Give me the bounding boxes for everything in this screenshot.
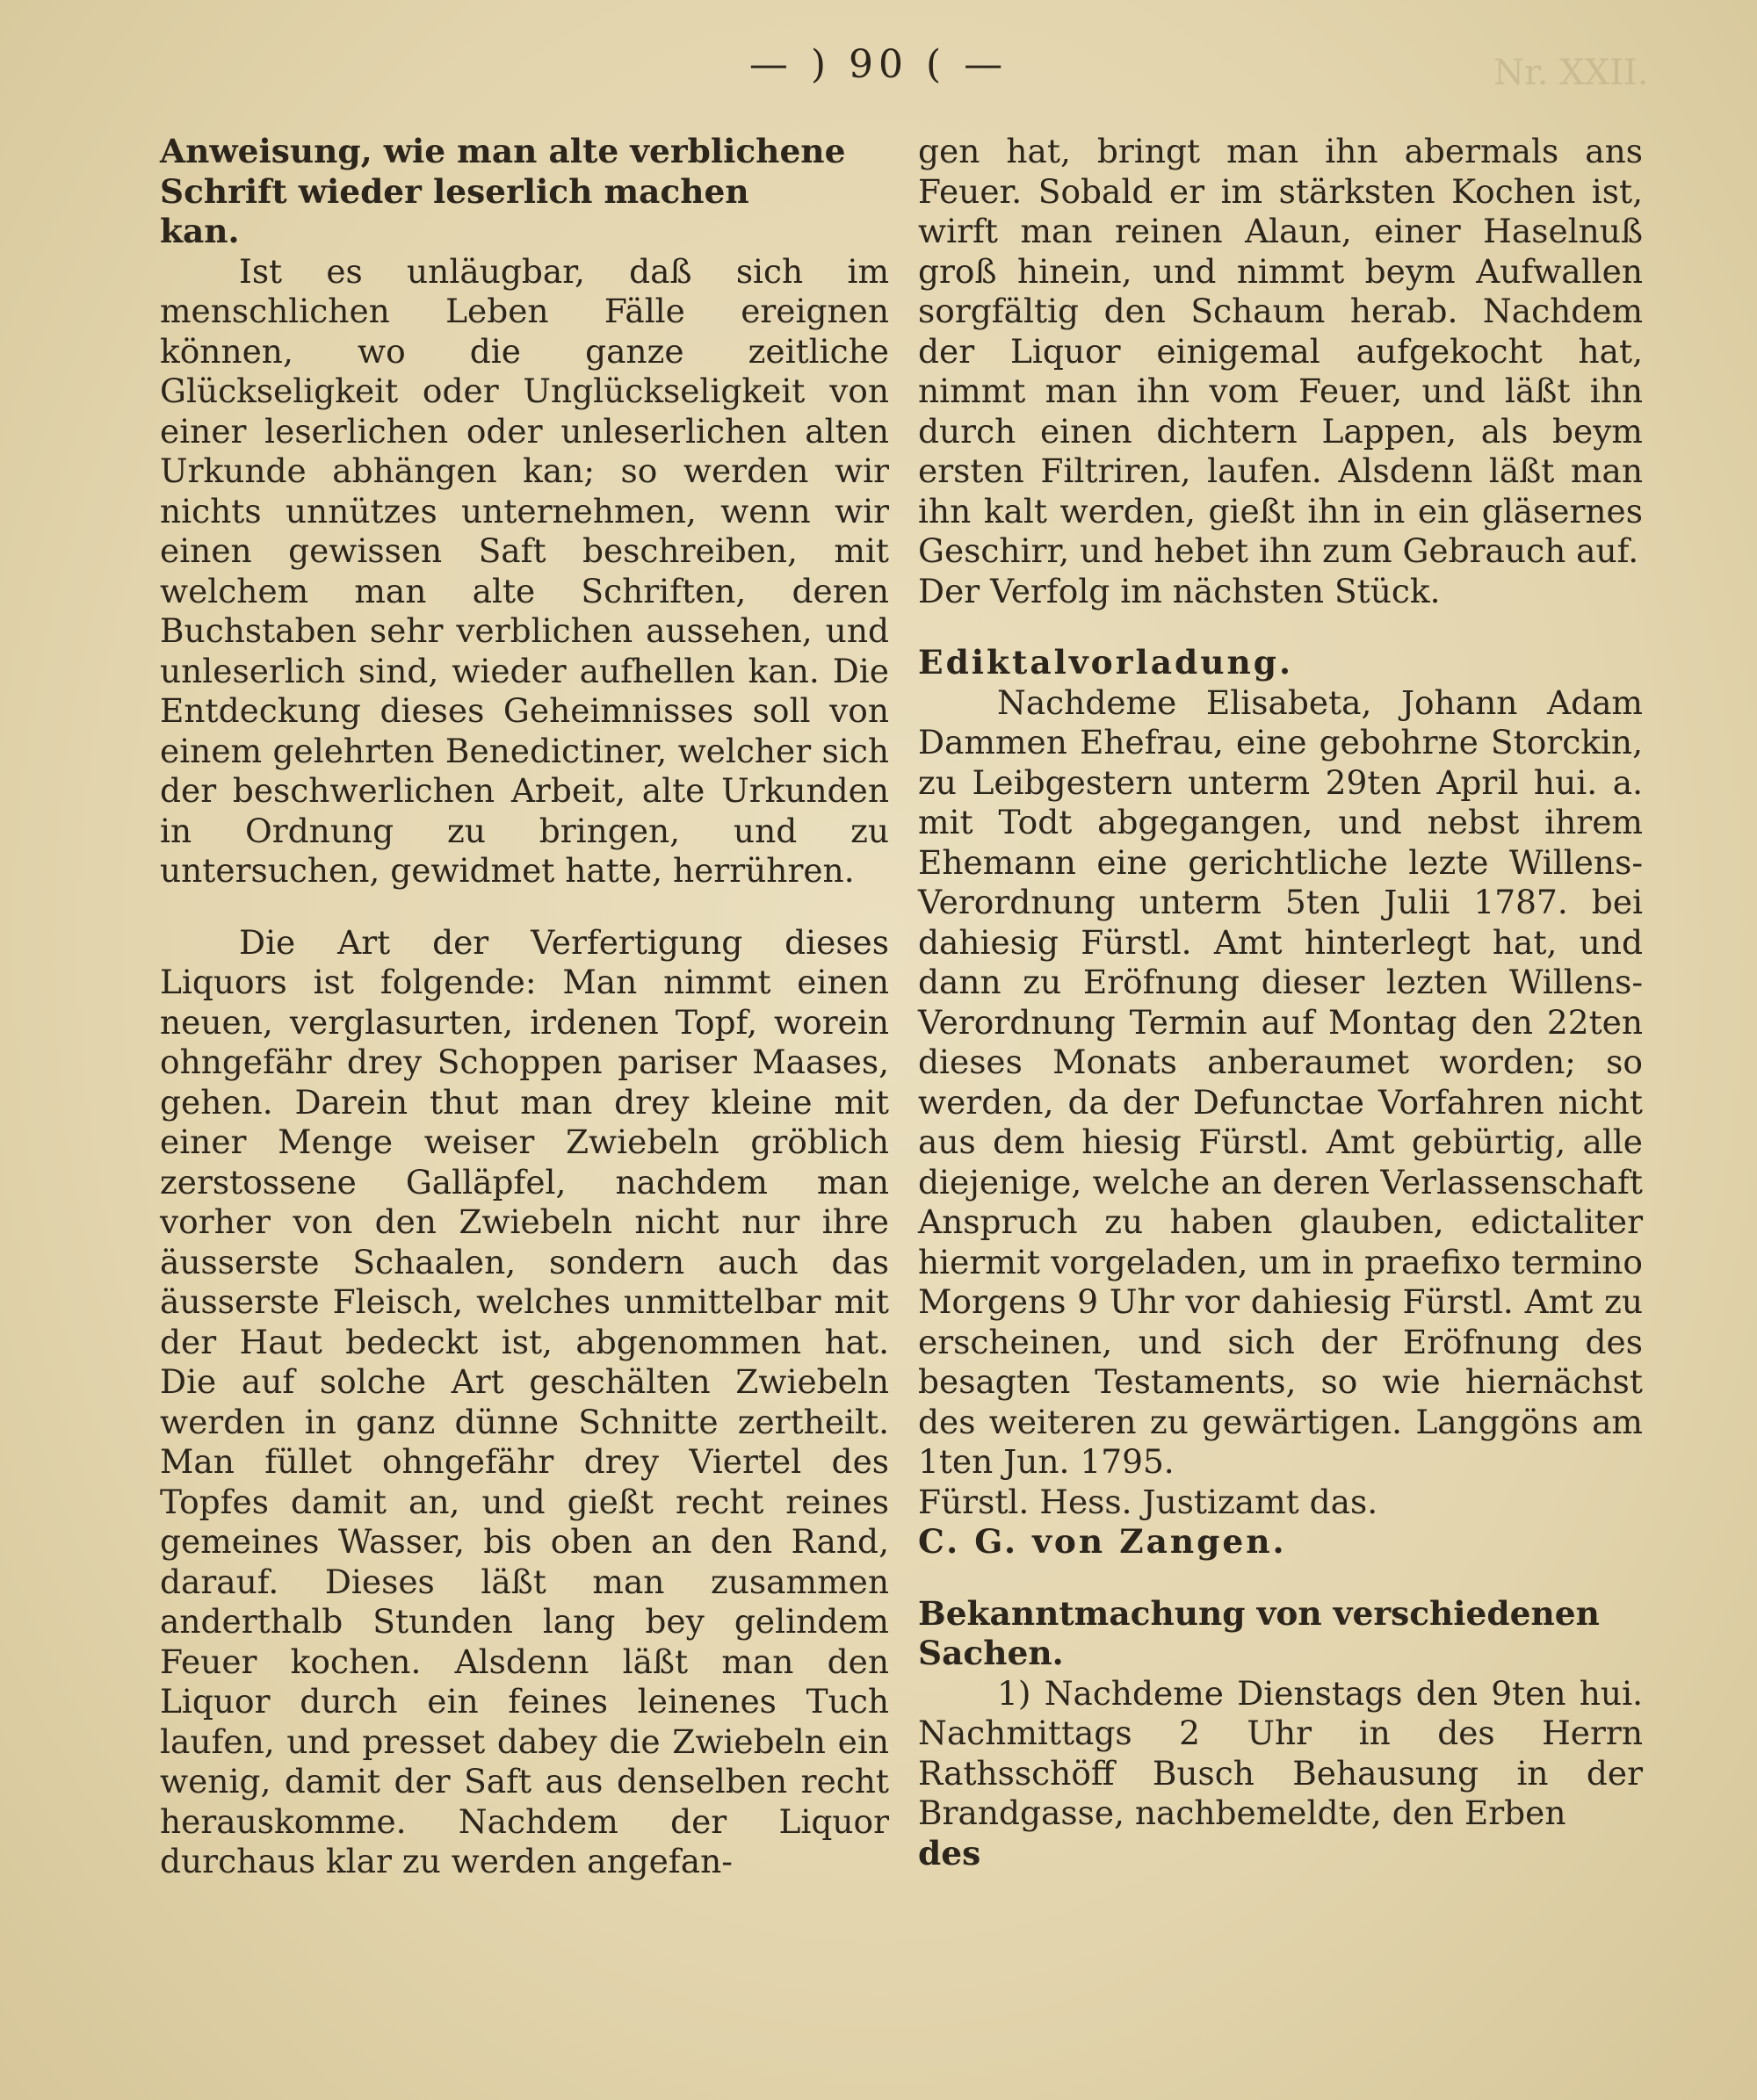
page-number: — ) 90 ( — [748,42,1009,87]
catchword: des [918,1833,981,1873]
notice-heading-line-1: Bekanntmachung von verschiedenen [918,1593,1600,1633]
article-heading-line-3: kan. [160,212,240,250]
article-paragraph-1: Ist es unläugbar, daß sich im menschlichen Leben Fälle ereignen können, wo die ganze zeitliche Glückseligkeit oder Unglückseligkeit von einer leserlichen oder unleserlichen alten Urkunde abhängen kan; so werden wir nichts unnützes unternehmen, wenn wir einen gewissen Saft beschreiben, mit welchem man alte Schriften, deren Buchstaben sehr verblichen aussehen, und unleserlich sind, wieder aufhellen kan. Die Entdeckung dieses Geheimnisses soll von einem gelehrten Benedictiner, welcher sich der beschwerlichen Arbeit, alte Urkunden in Ordnung zu bringen, und zu untersuchen, gewidmet hatte, herrühren. [160,251,889,890]
continued-note: Der Verfolg im nächsten Stück. [918,571,1441,610]
edict-heading: Ediktalvorladung. [918,643,1294,682]
article-heading-line-2: Schrift wieder leserlich machen [160,171,749,211]
bleed-through-text: Nr. XXII. [1493,53,1649,93]
edict-signature-office: Fürstl. Hess. Justizamt das. [918,1482,1378,1521]
left-column [160,132,889,1882]
notice-heading-line-2: Sachen. [918,1634,1064,1672]
article-paragraph-continued: gen hat, bringt man ihn abermals ans Feuer. Sobald er im stärksten Kochen ist, wirft man reinen Alaun, einer Haselnuß groß hinein, und nimmt beym Aufwallen sorgfältig den Schaum herab. Nachdem der Liquor einigemal aufgekocht hat, nimmt man ihn vom Feuer, und läßt ihn durch einen dichtern Lappen, als beym ersten Filtriren, laufen. Alsdenn läßt man ihn kalt werden, gießt ihn in ein gläsernes Geschirr, und hebet ihn zum Gebrauch auf. [918,132,1643,570]
edict-signature-name: C. G. von Zangen. [918,1522,1287,1561]
article-paragraph-2: Die Art der Verfertigung dieses Liquors ist folgende: Man nimmt einen neuen, verglasurten, irdenen Topf, worein ohngefähr drey Schoppen pariser Maases, gehen. Darein thut man drey kleine mit einer Menge weiser Zwiebeln gröblich zerstossene Galläpfel, nachdem man vorher von den Zwiebeln nicht nur ihre äusserste Schaalen, sondern auch das äusserste Fleisch, welches unmittelbar mit der Haut bedeckt ist, abgenommen hat. Die auf solche Art geschälten Zwiebeln werden in ganz dünne Schnitte zertheilt. Man füllet ohngefähr drey Viertel des Topfes damit an, und gießt recht reines gemeines Wasser, bis oben an den Rand, darauf. Dieses läßt man zusammen anderthalb Stunden lang bey gelindem Feuer kochen. Alsdenn läßt man den Liquor durch ein feines leinenes Tuch laufen, und presset dabey die Zwiebeln ein wenig, damit der Saft aus denselben recht herauskomme. Nachdem der Liquor durchaus klar zu werden angefan- [160,922,889,1880]
right-column [918,132,1643,1873]
article-heading-line-1: Anweisung, wie man alte verblichene [160,132,846,170]
edict-text: Nachdeme Elisabeta, Johann Adam Dammen Ehefrau, eine gebohrne Storckin, zu Leibgestern unterm 29ten April hui. a. mit Todt abgegangen, und nebst ihrem Ehemann eine gerichtliche lezte Willens-Verordnung unterm 5ten Julii 1787. bei dahiesig Fürstl. Amt hinterlegt hat, und dann zu Eröfnung dieser lezten Willens-Verordnung Termin auf Montag den 22ten dieses Monats anberaumet worden; so werden, da der Defunctae Vorfahren nicht aus dem hiesig Fürstl. Amt gebürtig, alle diejenige, welche an deren Verlassenschaft Anspruch zu haben glauben, edictaliter hiermit vorgeladen, um in praefixo termino Morgens 9 Uhr vor dahiesig Fürstl. Amt zu erscheinen, und sich der Eröfnung des besagten Testaments, so wie hiernächst des weiteren zu gewärtigen. Langgöns am 1ten Jun. 1795. [918,682,1643,1481]
notice-item-1: 1) Nachdeme Dienstags den 9ten hui. Nachmittags 2 Uhr in des Herrn Rathsschöff Busch Behausung in der Brandgasse, nachbemeldte, den Erben [918,1673,1643,1832]
